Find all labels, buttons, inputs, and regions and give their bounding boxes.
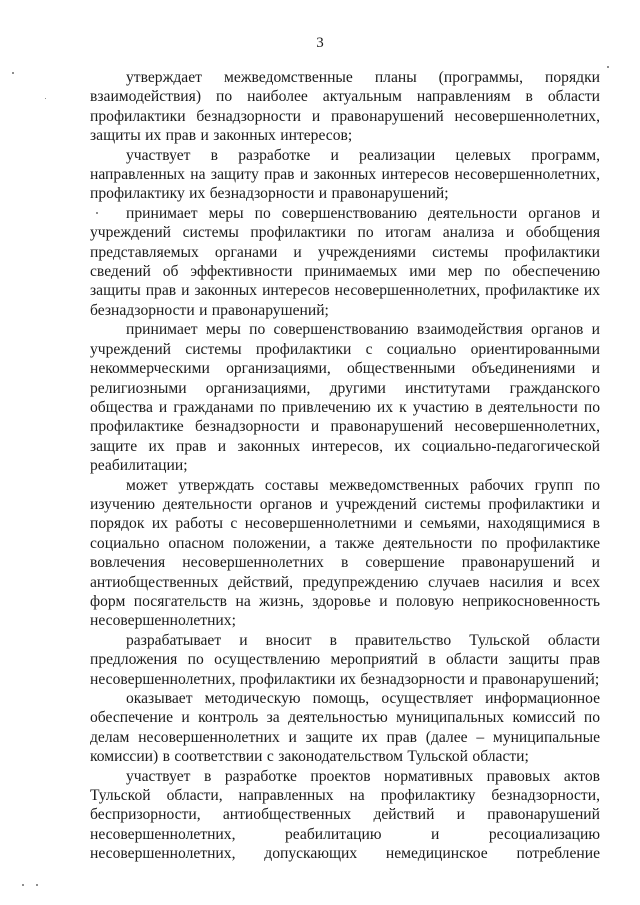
paragraph-4: принимает меры по совершенствованию взаимодействия органов и учреждений системы профилактики с социально ориентированными некоммерческими организациями, общественными объединениями и религиозными организациями, другими институтами гражданского общества и гражданами по привлечению их к участию в деятельности по профилактике безнадзорности и правонарушений несовершеннолетних, защите их прав и законных интересов, их социально-педагогической реабилитации; xyxy=(90,321,600,475)
paragraph-2: участвует в разработке и реализации целевых программ, направленных на защиту прав и законных интересов несовершеннолетних, профилактику их безнадзорности и правонарушений; xyxy=(90,146,600,203)
paragraph-1: утверждает межведомственные планы (программы, порядки взаимодействия) по наиболее актуальным направлениям в области профилактики безнадзорности и правонарушений несовершеннолетних, защиты их прав и законных интересов; xyxy=(90,69,600,145)
paragraph-3: принимает меры по совершенствованию деятельности органов и учреждений системы профилактики по итогам анализа и обобщения представляемых органами и учреждениями системы профилактики сведений об эффективности принимаемых ими мер по обеспечению защиты прав и законных интересов несовершеннолетних, профилактике их безнадзорности и правонарушений; xyxy=(90,204,600,319)
scan-speck xyxy=(36,884,38,886)
scan-speck xyxy=(607,66,609,68)
paragraph-7: оказывает методическую помощь, осуществляет информационное обеспечение и контроль за деятельностью муниципальных комиссий по делам несовершеннолетних и защите их прав (далее – муниципальные комиссии) в соответствии с законодательством Тульской области; xyxy=(90,690,600,766)
scan-speck xyxy=(45,98,46,99)
paragraph-8: участвует в разработке проектов нормативных правовых актов Тульской области, направленных на профилактику безнадзорности, беспризорности, антиобщественных действий и правонарушений несовершеннолетних, реабилитацию и ресоциализацию несовершеннолетних, допускающих немедицинское потребление xyxy=(90,767,600,863)
body-text xyxy=(90,68,600,864)
scan-speck xyxy=(12,72,14,74)
page-number: 3 xyxy=(316,35,324,51)
scan-speck xyxy=(22,884,24,886)
paragraph-6: разрабатывает и вносит в правительство Тульской области предложения по осуществлению мероприятий в области защиты прав несовершеннолетних, профилактики их безнадзорности и правонарушений; xyxy=(90,631,600,688)
paragraph-5: может утверждать составы межведомственных рабочих групп по изучению деятельности органов и учреждений системы профилактики и порядок их работы с несовершеннолетними и семьями, находящимися в социально опасном положении, а также деятельности по профилактике вовлечения несовершеннолетних в совершение правонарушений и антиобщественных действий, предупреждению случаев насилия и всех форм посягательств на жизнь, здоровье и половую неприкосновенность несовершеннолетних; xyxy=(90,476,600,630)
scan-speck xyxy=(96,212,98,214)
